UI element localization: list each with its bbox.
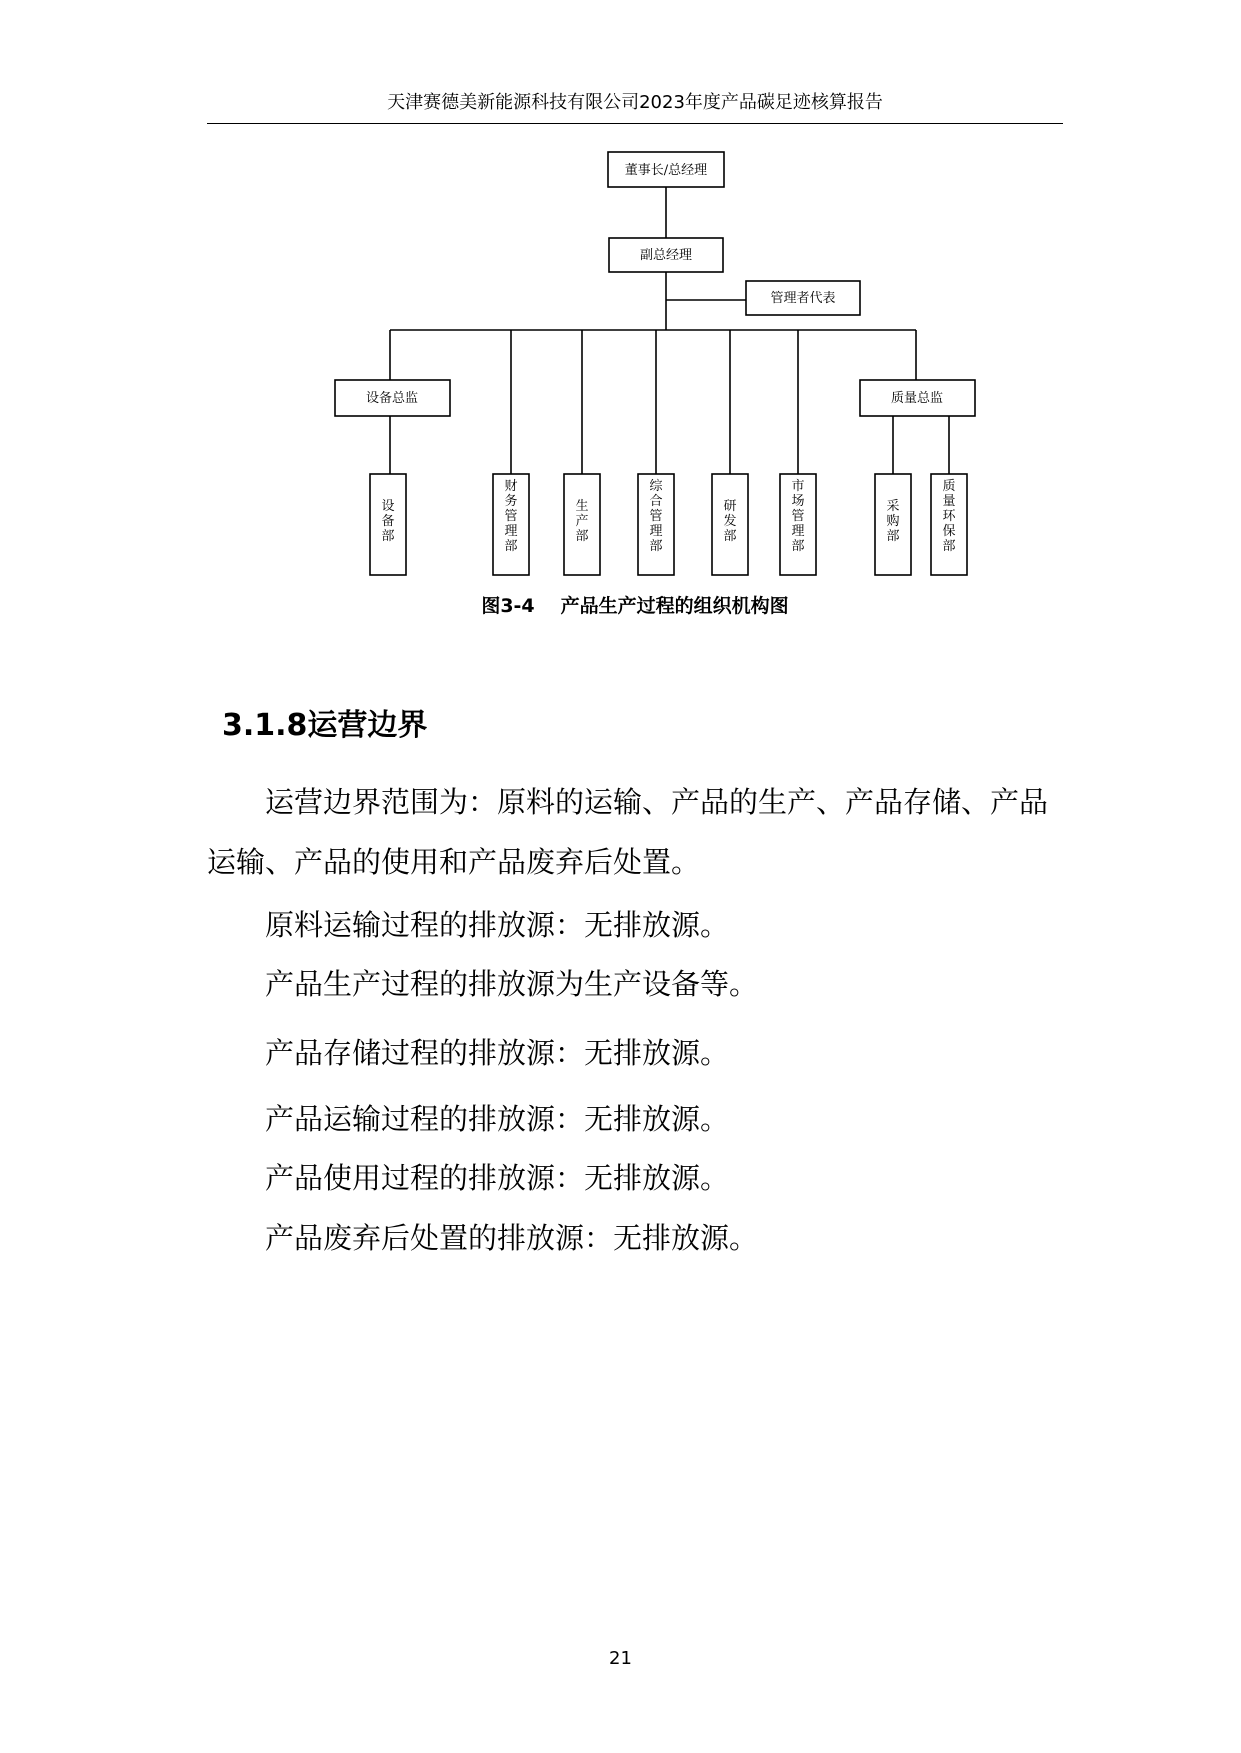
emission-item: 产品生产过程的排放源为生产设备等。 — [265, 967, 759, 1001]
emission-item: 产品使用过程的排放源：无排放源。 — [265, 1161, 730, 1195]
org-dept-quality-env — [931, 474, 967, 575]
org-node-representative-label: 管理者代表 — [770, 291, 836, 306]
org-node-ceo-label: 董事长/总经理 — [624, 163, 708, 178]
org-dept-rnd-label: 研发部 — [723, 499, 737, 544]
section-heading: 3.1.8运营边界 — [222, 708, 428, 743]
figure-title: 产品生产过程的组织机构图 — [560, 595, 789, 617]
page-header: 天津赛德美新能源科技有限公司2023年度产品碳足迹核算报告 — [387, 92, 883, 113]
intro-paragraph: 运营边界范围为：原料的运输、产品的生产、产品存储、产品运输、产品的使用和产品废弃后处置。 — [207, 785, 1049, 879]
org-node-equipment-director — [335, 380, 450, 416]
emission-item: 原料运输过程的排放源：无排放源。 — [265, 908, 730, 942]
org-dept-purchasing-label: 采购部 — [886, 499, 900, 544]
page-number: 21 — [609, 1648, 632, 1669]
org-chart — [0, 0, 1241, 600]
figure-number: 图3-4 — [481, 595, 535, 617]
org-dept-purchasing — [875, 474, 911, 575]
org-dept-marketing — [780, 474, 816, 575]
org-node-quality-director — [860, 380, 975, 416]
org-node-ceo — [608, 152, 724, 187]
org-chart-connectors — [390, 187, 949, 474]
org-dept-marketing-label: 市场管理部 — [791, 479, 805, 554]
org-dept-equipment — [370, 474, 406, 575]
emission-item: 产品运输过程的排放源：无排放源。 — [265, 1102, 730, 1136]
org-node-quality-director-label: 质量总监 — [890, 391, 944, 406]
org-dept-finance — [493, 474, 529, 575]
org-node-deputy-label: 副总经理 — [639, 248, 693, 263]
emission-item: 产品存储过程的排放源：无排放源。 — [265, 1036, 730, 1070]
org-dept-production — [564, 474, 600, 575]
org-dept-quality-env-label: 质量环保部 — [942, 479, 956, 554]
org-node-equipment-director-label: 设备总监 — [365, 391, 419, 406]
org-dept-general-label: 综合管理部 — [649, 479, 663, 554]
org-dept-production-label: 生产部 — [575, 499, 589, 544]
org-dept-rnd — [712, 474, 748, 575]
org-dept-general — [638, 474, 674, 575]
org-node-deputy — [609, 238, 723, 272]
figure-caption — [207, 594, 1063, 618]
org-dept-equipment-label: 设备部 — [381, 499, 395, 544]
emission-item: 产品废弃后处置的排放源：无排放源。 — [265, 1221, 759, 1255]
org-node-representative — [746, 281, 860, 315]
org-dept-finance-label: 财务管理部 — [504, 479, 518, 554]
